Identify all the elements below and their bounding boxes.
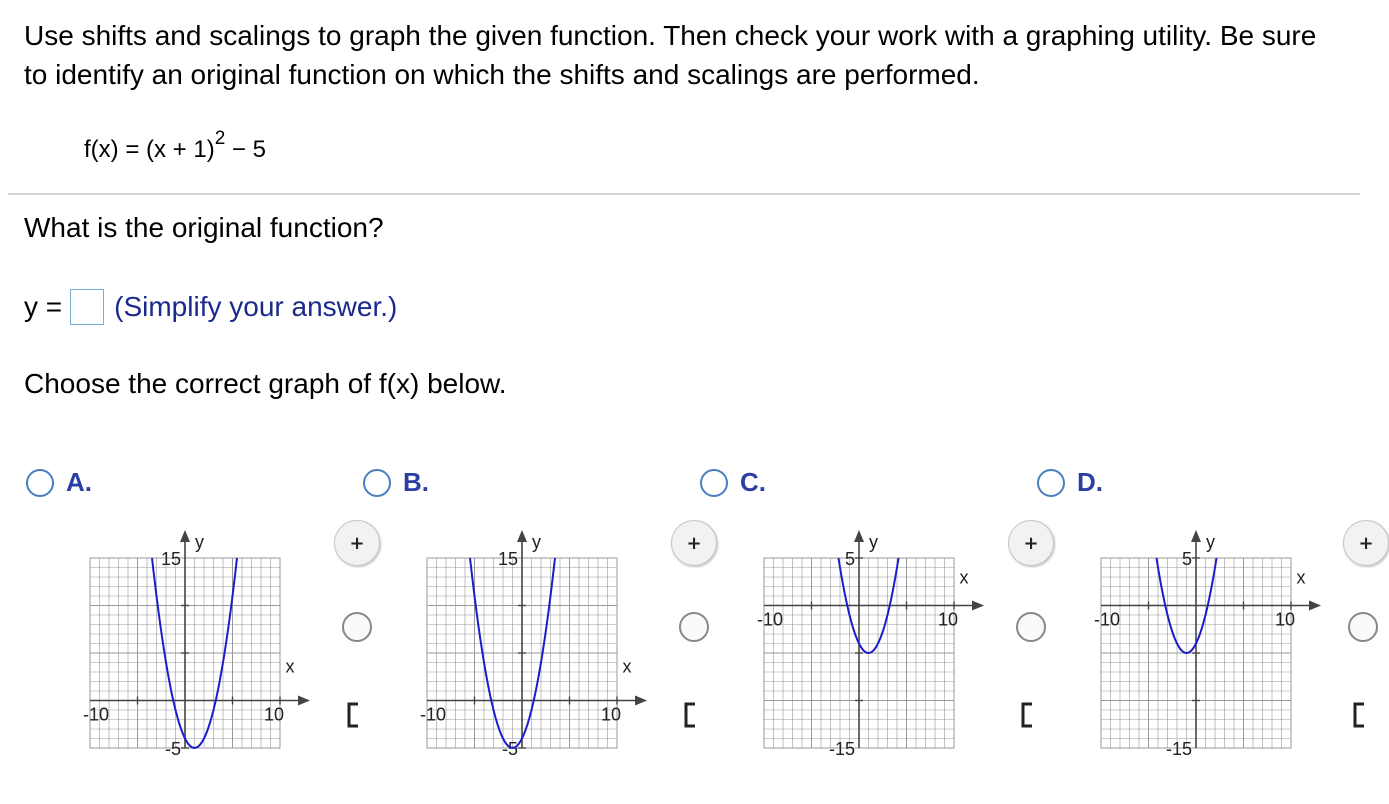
zoom-out-icon (342, 612, 372, 642)
question-text: What is the original function? (24, 212, 384, 243)
fullscreen-icon (681, 702, 703, 728)
y-axis-arrow (180, 530, 190, 542)
y-axis-arrow (854, 530, 864, 542)
zoom-out-button-b[interactable] (679, 612, 709, 642)
instructions: Use shifts and scalings to graph the given function. Then check your work with a graphing utility. Be sure to identify an original function on which the shifts and scalings are performed. (24, 20, 1317, 90)
x-min-label: -10 (756, 609, 784, 630)
x-max-label: 10 (263, 704, 285, 725)
fullscreen-icon (1350, 702, 1372, 728)
y-tick-label: 15 (160, 549, 181, 569)
zoom-out-button-c[interactable] (1016, 612, 1046, 642)
y-axis-arrow (517, 530, 527, 542)
formula-constant: − 5 (225, 136, 266, 163)
zoom-in-button-d[interactable] (1343, 520, 1374, 566)
fullscreen-icon (344, 702, 366, 728)
option-a[interactable] (26, 467, 92, 498)
option-b[interactable] (363, 467, 429, 498)
graph-d (1081, 515, 1341, 759)
formula-exponent: 2 (214, 128, 226, 149)
answer-input[interactable] (70, 289, 104, 325)
zoom-out-icon (1348, 612, 1378, 642)
option-c[interactable] (700, 467, 766, 498)
x-axis-arrow (298, 696, 310, 706)
y-tick-label: 15 (497, 549, 518, 569)
answer-prefix: y = (24, 291, 63, 322)
fullscreen-icon (1018, 702, 1040, 728)
radio-d[interactable] (1037, 469, 1065, 497)
x-min-label: -10 (82, 704, 110, 725)
option-d[interactable] (1037, 467, 1103, 498)
zoom-in-icon: + (349, 532, 365, 554)
radio-b[interactable] (363, 469, 391, 497)
y-axis-label: y (532, 532, 541, 552)
x-axis-arrow (1309, 601, 1321, 611)
fullscreen-button-c[interactable] (1018, 702, 1040, 733)
formula-base: f(x) = (x + 1) (84, 136, 215, 163)
y-axis-label: y (869, 532, 878, 552)
x-axis-label: x (622, 656, 632, 677)
graph-b (407, 515, 667, 759)
y-tick-label: -5 (164, 739, 181, 759)
zoom-in-icon: + (1358, 532, 1374, 554)
zoom-out-icon (1016, 612, 1046, 642)
x-axis-label: x (959, 567, 969, 588)
function-formula (84, 128, 266, 164)
zoom-in-button-b[interactable] (671, 520, 717, 566)
option-c-label: C. (740, 467, 766, 497)
fullscreen-button-b[interactable] (681, 702, 703, 733)
radio-a[interactable] (26, 469, 54, 497)
y-tick-label: -15 (828, 739, 855, 759)
y-tick-label: 5 (844, 549, 855, 569)
x-axis-arrow (635, 696, 647, 706)
zoom-in-button-c[interactable] (1008, 520, 1054, 566)
zoom-out-button-a[interactable] (342, 612, 372, 642)
answer-hint: (Simplify your answer.) (114, 291, 398, 322)
x-max-label: 10 (937, 609, 959, 630)
x-axis-arrow (972, 601, 984, 611)
zoom-out-icon (679, 612, 709, 642)
y-tick-label: -5 (501, 739, 518, 759)
option-b-label: B. (403, 467, 429, 497)
section-divider (8, 193, 1360, 195)
y-axis-label: y (195, 532, 204, 552)
x-min-label: -10 (419, 704, 447, 725)
y-tick-label: -15 (1165, 739, 1192, 759)
graph-a (70, 515, 330, 759)
y-axis-arrow (1191, 530, 1201, 542)
fullscreen-button-a[interactable] (344, 702, 366, 733)
y-tick-label: 5 (1181, 549, 1192, 569)
x-max-label: 10 (1274, 609, 1296, 630)
zoom-in-icon: + (1023, 532, 1039, 554)
y-axis-label: y (1206, 532, 1215, 552)
x-min-label: -10 (1093, 609, 1121, 630)
x-max-label: 10 (600, 704, 622, 725)
choose-prompt: Choose the correct graph of f(x) below. (24, 368, 507, 399)
answer-row (24, 286, 397, 328)
radio-c[interactable] (700, 469, 728, 497)
zoom-in-button-a[interactable] (334, 520, 380, 566)
fullscreen-button-d[interactable] (1350, 702, 1360, 733)
x-axis-label: x (1296, 567, 1306, 588)
option-a-label: A. (66, 467, 92, 497)
option-d-label: D. (1077, 467, 1103, 497)
graph-c (744, 515, 1004, 759)
zoom-in-icon: + (686, 532, 702, 554)
x-axis-label: x (285, 656, 295, 677)
zoom-out-button-d[interactable] (1348, 612, 1360, 642)
